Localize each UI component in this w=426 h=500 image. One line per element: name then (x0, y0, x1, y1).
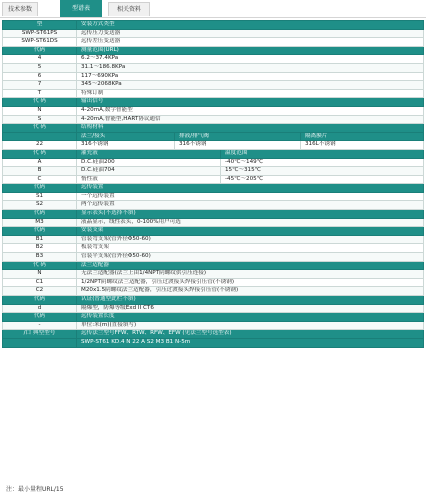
code-cell: SWP-ST61PS (3, 29, 77, 38)
description-cell: 远传差压变送器 (77, 38, 424, 47)
code-cell: 代 码 (3, 149, 77, 158)
table-row (3, 55, 424, 64)
table-row (3, 253, 424, 262)
table-row (3, 270, 424, 279)
table-row (3, 63, 424, 72)
table-header-row (3, 21, 424, 30)
table-header-row (3, 124, 424, 133)
code-cell: S2 (3, 201, 77, 210)
code-cell: B (3, 167, 77, 176)
table-row (3, 175, 424, 184)
description-cell: 4-20mA,智能型,HART协议通信 (77, 115, 424, 124)
tab-technical-params[interactable]: 技术参数 (2, 2, 38, 16)
code-cell: 代码 (3, 46, 77, 55)
description-cell: 6.2～37.4KPa (77, 55, 424, 64)
description-cell: -40℃～149℃ (221, 158, 424, 167)
description-cell: 远传法兰型号FFW、RTW、RFW、EFW (见法兰型号选型表) (77, 330, 424, 339)
description-cell: 远传压力变送器 (77, 29, 424, 38)
description-cell: 15℃～315℃ (221, 167, 424, 176)
description-cell: 隔爆型，防爆等级Exd II CT6 (77, 304, 424, 313)
description-cell: 法兰/接头 (77, 132, 175, 141)
table-row (3, 201, 424, 210)
description-cell: M20x1.5阴螺纹法兰适配器，引压过渡接头焊接引压管(不锈钢) (77, 287, 424, 296)
tab-bar (0, 0, 426, 18)
description-cell: 远传装置 (77, 184, 424, 193)
code-cell (3, 132, 77, 141)
description-cell: 隔离膜片 (301, 132, 424, 141)
code-cell: 代码 (3, 296, 77, 305)
table-row (3, 287, 424, 296)
table-header-row (3, 98, 424, 107)
description-cell: 特殊订制 (77, 89, 424, 98)
description-cell: D.C.硅油704 (77, 167, 221, 176)
table-header-row (3, 313, 424, 322)
description-cell: 单位:米(m)(直接填写) (77, 321, 424, 330)
code-cell: C2 (3, 287, 77, 296)
code-cell: 代 码 (3, 124, 77, 133)
description-cell: 345～2068KPa (77, 81, 424, 90)
description-cell: 两个远传装置 (77, 201, 424, 210)
table-row (3, 158, 424, 167)
code-cell: 22 (3, 141, 77, 150)
code-cell: C1 (3, 278, 77, 287)
description-cell: 惰性液 (77, 175, 221, 184)
code-cell: B1 (3, 235, 77, 244)
description-cell: 灌充液 (77, 149, 221, 158)
code-cell: 代码 (3, 313, 77, 322)
code-cell: T (3, 89, 77, 98)
table-row (3, 72, 424, 81)
table-row (3, 29, 424, 38)
description-cell: 31.1～186.8KPa (77, 63, 424, 72)
code-cell: S1 (3, 192, 77, 201)
code-cell: SWP-ST61DS (3, 38, 77, 47)
table-row (3, 218, 424, 227)
description-cell: 安装支架 (77, 227, 424, 236)
table-header-row (3, 227, 424, 236)
table-header-row (3, 261, 424, 270)
code-cell: 型 (3, 21, 77, 30)
code-cell: S (3, 115, 77, 124)
code-cell: N (3, 270, 77, 279)
table-header-row (3, 210, 424, 219)
code-cell: 6 (3, 72, 77, 81)
description-cell: 认证(普通型此栏不填) (77, 296, 424, 305)
code-cell: A (3, 158, 77, 167)
description-cell: 远传装置长度 (77, 313, 424, 322)
table-header-row (3, 338, 424, 347)
description-cell: 4-20mA,数字智能型 (77, 106, 424, 115)
description-cell: 板装弯支架 (77, 244, 424, 253)
table-row (3, 89, 424, 98)
table-row (3, 192, 424, 201)
description-cell: 1/2NPT阴螺纹法兰适配器，引压过渡接头焊接引压管(不锈钢) (77, 278, 424, 287)
code-cell: 7 (3, 81, 77, 90)
code-cell: M3 (3, 218, 77, 227)
table-header-row (3, 132, 424, 141)
description-cell: 结构材料 (77, 124, 424, 133)
description-cell: 法兰适配器 (77, 261, 424, 270)
code-cell: 代码 (3, 210, 77, 219)
description-cell: 测量范围(URL) (77, 46, 424, 55)
description-cell: 316L不锈钢 (301, 141, 424, 150)
table-row (3, 167, 424, 176)
description-cell: -45℃～205℃ (221, 175, 424, 184)
code-cell: 代码 (3, 184, 77, 193)
code-cell: d (3, 304, 77, 313)
code-cell: 代 码 (3, 261, 77, 270)
description-cell: 安装方式类型 (77, 21, 424, 30)
code-cell: /口 典型型号 (3, 330, 77, 339)
table-header-row (3, 46, 424, 55)
description-cell: 316不锈钢 (77, 141, 175, 150)
table-row (3, 38, 424, 47)
table-header-row (3, 184, 424, 193)
table-header-row (3, 149, 424, 158)
description-cell: 温度范围 (221, 149, 424, 158)
description-cell: 显示表头(不选择不填) (77, 210, 424, 219)
table-header-row (3, 330, 424, 339)
table-row (3, 244, 424, 253)
description-cell: 液晶显示，线性表头，0-100%用户可选 (77, 218, 424, 227)
table-row (3, 81, 424, 90)
tab-related-docs[interactable]: 相关资料 (108, 2, 150, 16)
description-cell: 管装平支架(管外径Φ50-60) (77, 253, 424, 262)
code-cell: 代 码 (3, 98, 77, 107)
table-header-row (3, 296, 424, 305)
description-cell: D.C.硅油200 (77, 158, 221, 167)
code-cell: 4 (3, 55, 77, 64)
description-cell: 一个远传装置 (77, 192, 424, 201)
table-row (3, 235, 424, 244)
description-cell: 排液/排气阀 (175, 132, 301, 141)
description-cell: 316不锈钢 (175, 141, 301, 150)
code-cell: B3 (3, 253, 77, 262)
table-row (3, 141, 424, 150)
description-cell: 输出信号 (77, 98, 424, 107)
code-cell: C (3, 175, 77, 184)
description-cell: SWP-ST61 KD.4 N 22 A S2 M3 B1 N-5m (77, 338, 424, 347)
description-cell: 无法兰适配器(法兰上由1/4NPT阴螺纹供引压连接) (77, 270, 424, 279)
footnote: 注：最小量程URL/15 (6, 486, 64, 493)
table-row (3, 304, 424, 313)
code-cell: - (3, 321, 77, 330)
table-row (3, 278, 424, 287)
description-cell: 117～690KPa (77, 72, 424, 81)
model-selection-table (2, 20, 424, 348)
code-cell: 5 (3, 63, 77, 72)
code-cell: B2 (3, 244, 77, 253)
table-row (3, 115, 424, 124)
tab-model-table[interactable]: 型谱表 (60, 0, 102, 17)
code-cell: N (3, 106, 77, 115)
code-cell (3, 338, 77, 347)
description-cell: 管装弯支架(管外径Φ50-60) (77, 235, 424, 244)
code-cell: 代码 (3, 227, 77, 236)
table-row (3, 321, 424, 330)
table-row (3, 106, 424, 115)
